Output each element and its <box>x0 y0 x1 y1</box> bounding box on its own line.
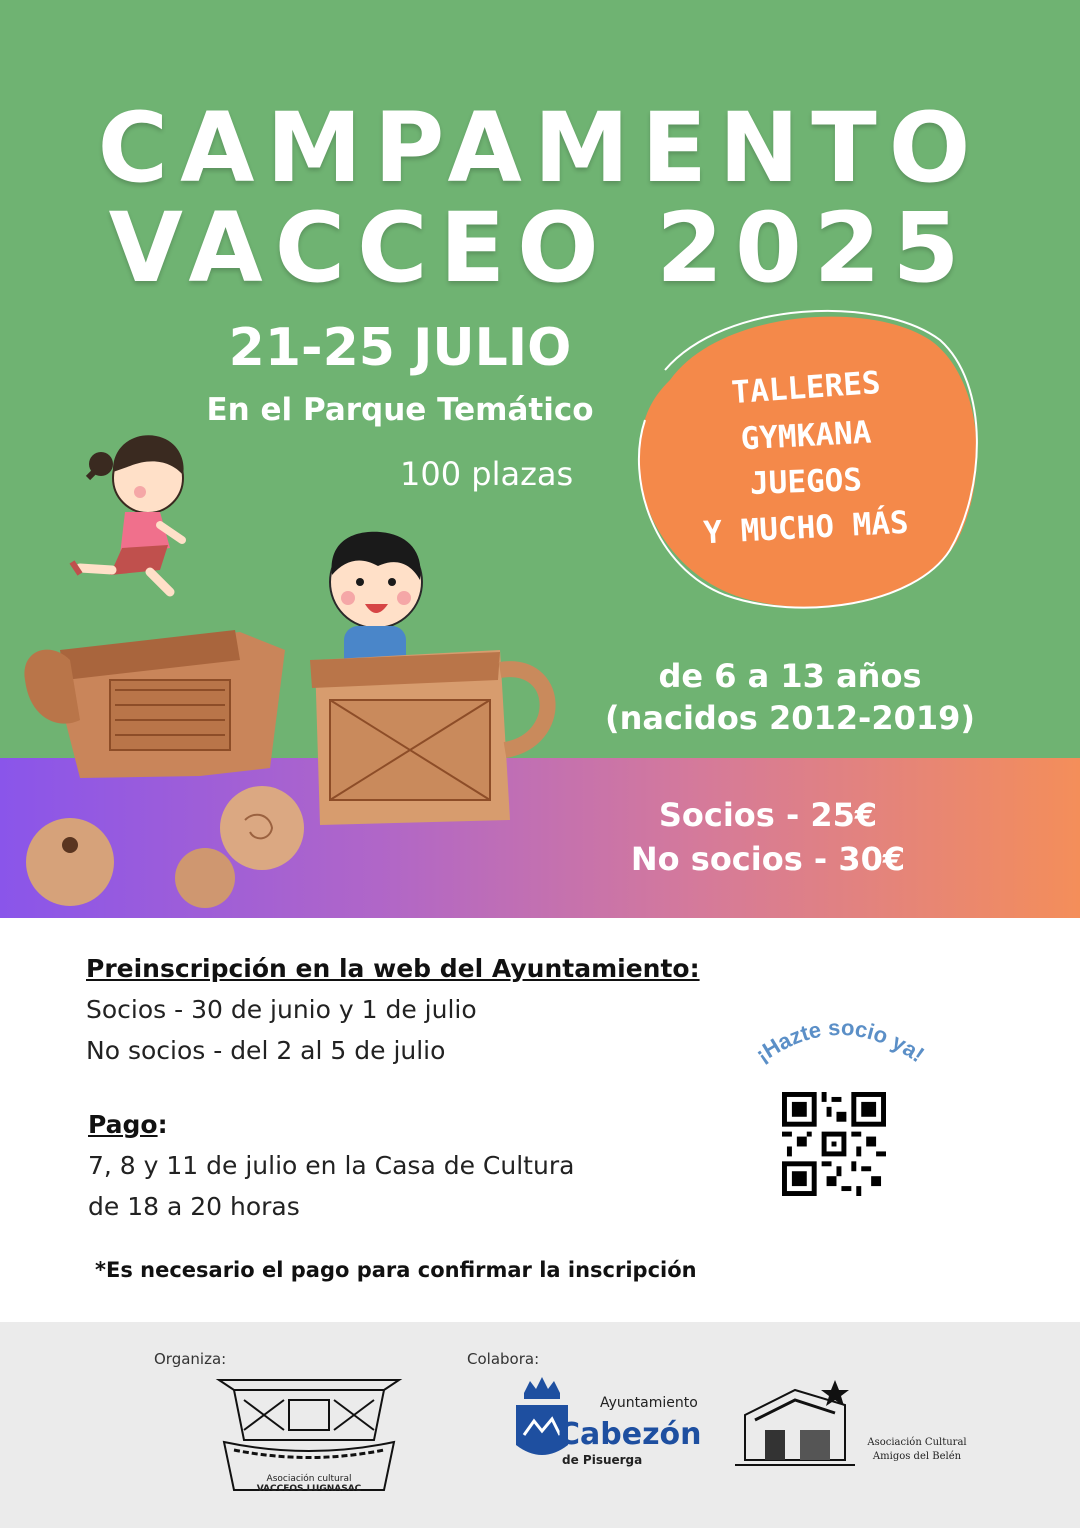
price-non-members: No socios - 30€ <box>630 840 906 878</box>
price-members: Socios - 25€ <box>658 796 878 834</box>
age-range: de 6 a 13 años <box>658 657 922 695</box>
qr-caption: ¡Hazte socio ya! <box>751 1014 929 1068</box>
council-prefix: Ayuntamiento <box>600 1395 698 1411</box>
preregistration-non-members: No socios - del 2 al 5 de julio <box>86 1036 446 1065</box>
belen-nativity-logo <box>735 1375 855 1475</box>
collaborator-label: Colabora: <box>467 1350 540 1368</box>
running-girl-illustration <box>72 435 184 592</box>
illustration-children-pottery <box>0 420 600 920</box>
age-range-block <box>600 655 980 739</box>
ayuntamiento-cabezon-logo <box>512 1375 702 1475</box>
event-places: 100 plazas <box>400 455 574 493</box>
boy-illustration <box>330 532 422 676</box>
vacceos-lugnasac-logo <box>214 1370 404 1500</box>
organizer-name-line-1: Asociación cultural <box>266 1474 352 1484</box>
vaccean-pottery-illustration <box>24 630 547 908</box>
activity-juegos: JUEGOS <box>749 462 863 502</box>
preregistration-heading: Preinscripción en la web del Ayuntamiento: <box>86 954 700 983</box>
age-born-years: (nacidos 2012-2019) <box>604 699 976 737</box>
council-name: Cabezón <box>558 1417 702 1452</box>
svg-text:¡Hazte socio ya! <box>751 1015 929 1067</box>
payment-place: 7, 8 y 11 de julio en la Casa de Cultura <box>88 1151 575 1180</box>
organizer-label: Organiza: <box>154 1350 227 1368</box>
payment-hours: de 18 a 20 horas <box>88 1192 300 1221</box>
preregistration-members: Socios - 30 de junio y 1 de julio <box>86 995 477 1024</box>
qr-code[interactable] <box>782 1092 886 1196</box>
payment-heading: Pago <box>88 1110 158 1139</box>
payment-heading-group <box>88 1110 168 1139</box>
qr-caption-arc <box>720 1000 960 1100</box>
assoc-name-line-1: Asociación Cultural <box>867 1437 967 1448</box>
event-dates: 21-25 JULIO <box>228 318 572 378</box>
activity-gymkana: GYMKANA <box>739 414 873 458</box>
activity-talleres: TALLERES <box>730 364 882 412</box>
council-suffix: de Pisuerga <box>562 1453 643 1467</box>
title-line-1: CAMPAMENTO <box>97 92 983 204</box>
payment-note: *Es necesario el pago para confirmar la inscripción <box>95 1258 697 1282</box>
event-location: En el Parque Temático <box>206 392 594 428</box>
activity-mucho-mas: Y MUCHO MÁS <box>702 504 910 552</box>
membership-qr-block <box>720 1000 960 1210</box>
organizer-name-line-2: VACCEOS LUGNASAC <box>256 1484 362 1494</box>
payment-heading-colon: : <box>157 1110 168 1139</box>
assoc-name-line-2: Amigos del Belén <box>872 1451 962 1462</box>
title-line-2: VACCEO 2025 <box>108 192 972 304</box>
